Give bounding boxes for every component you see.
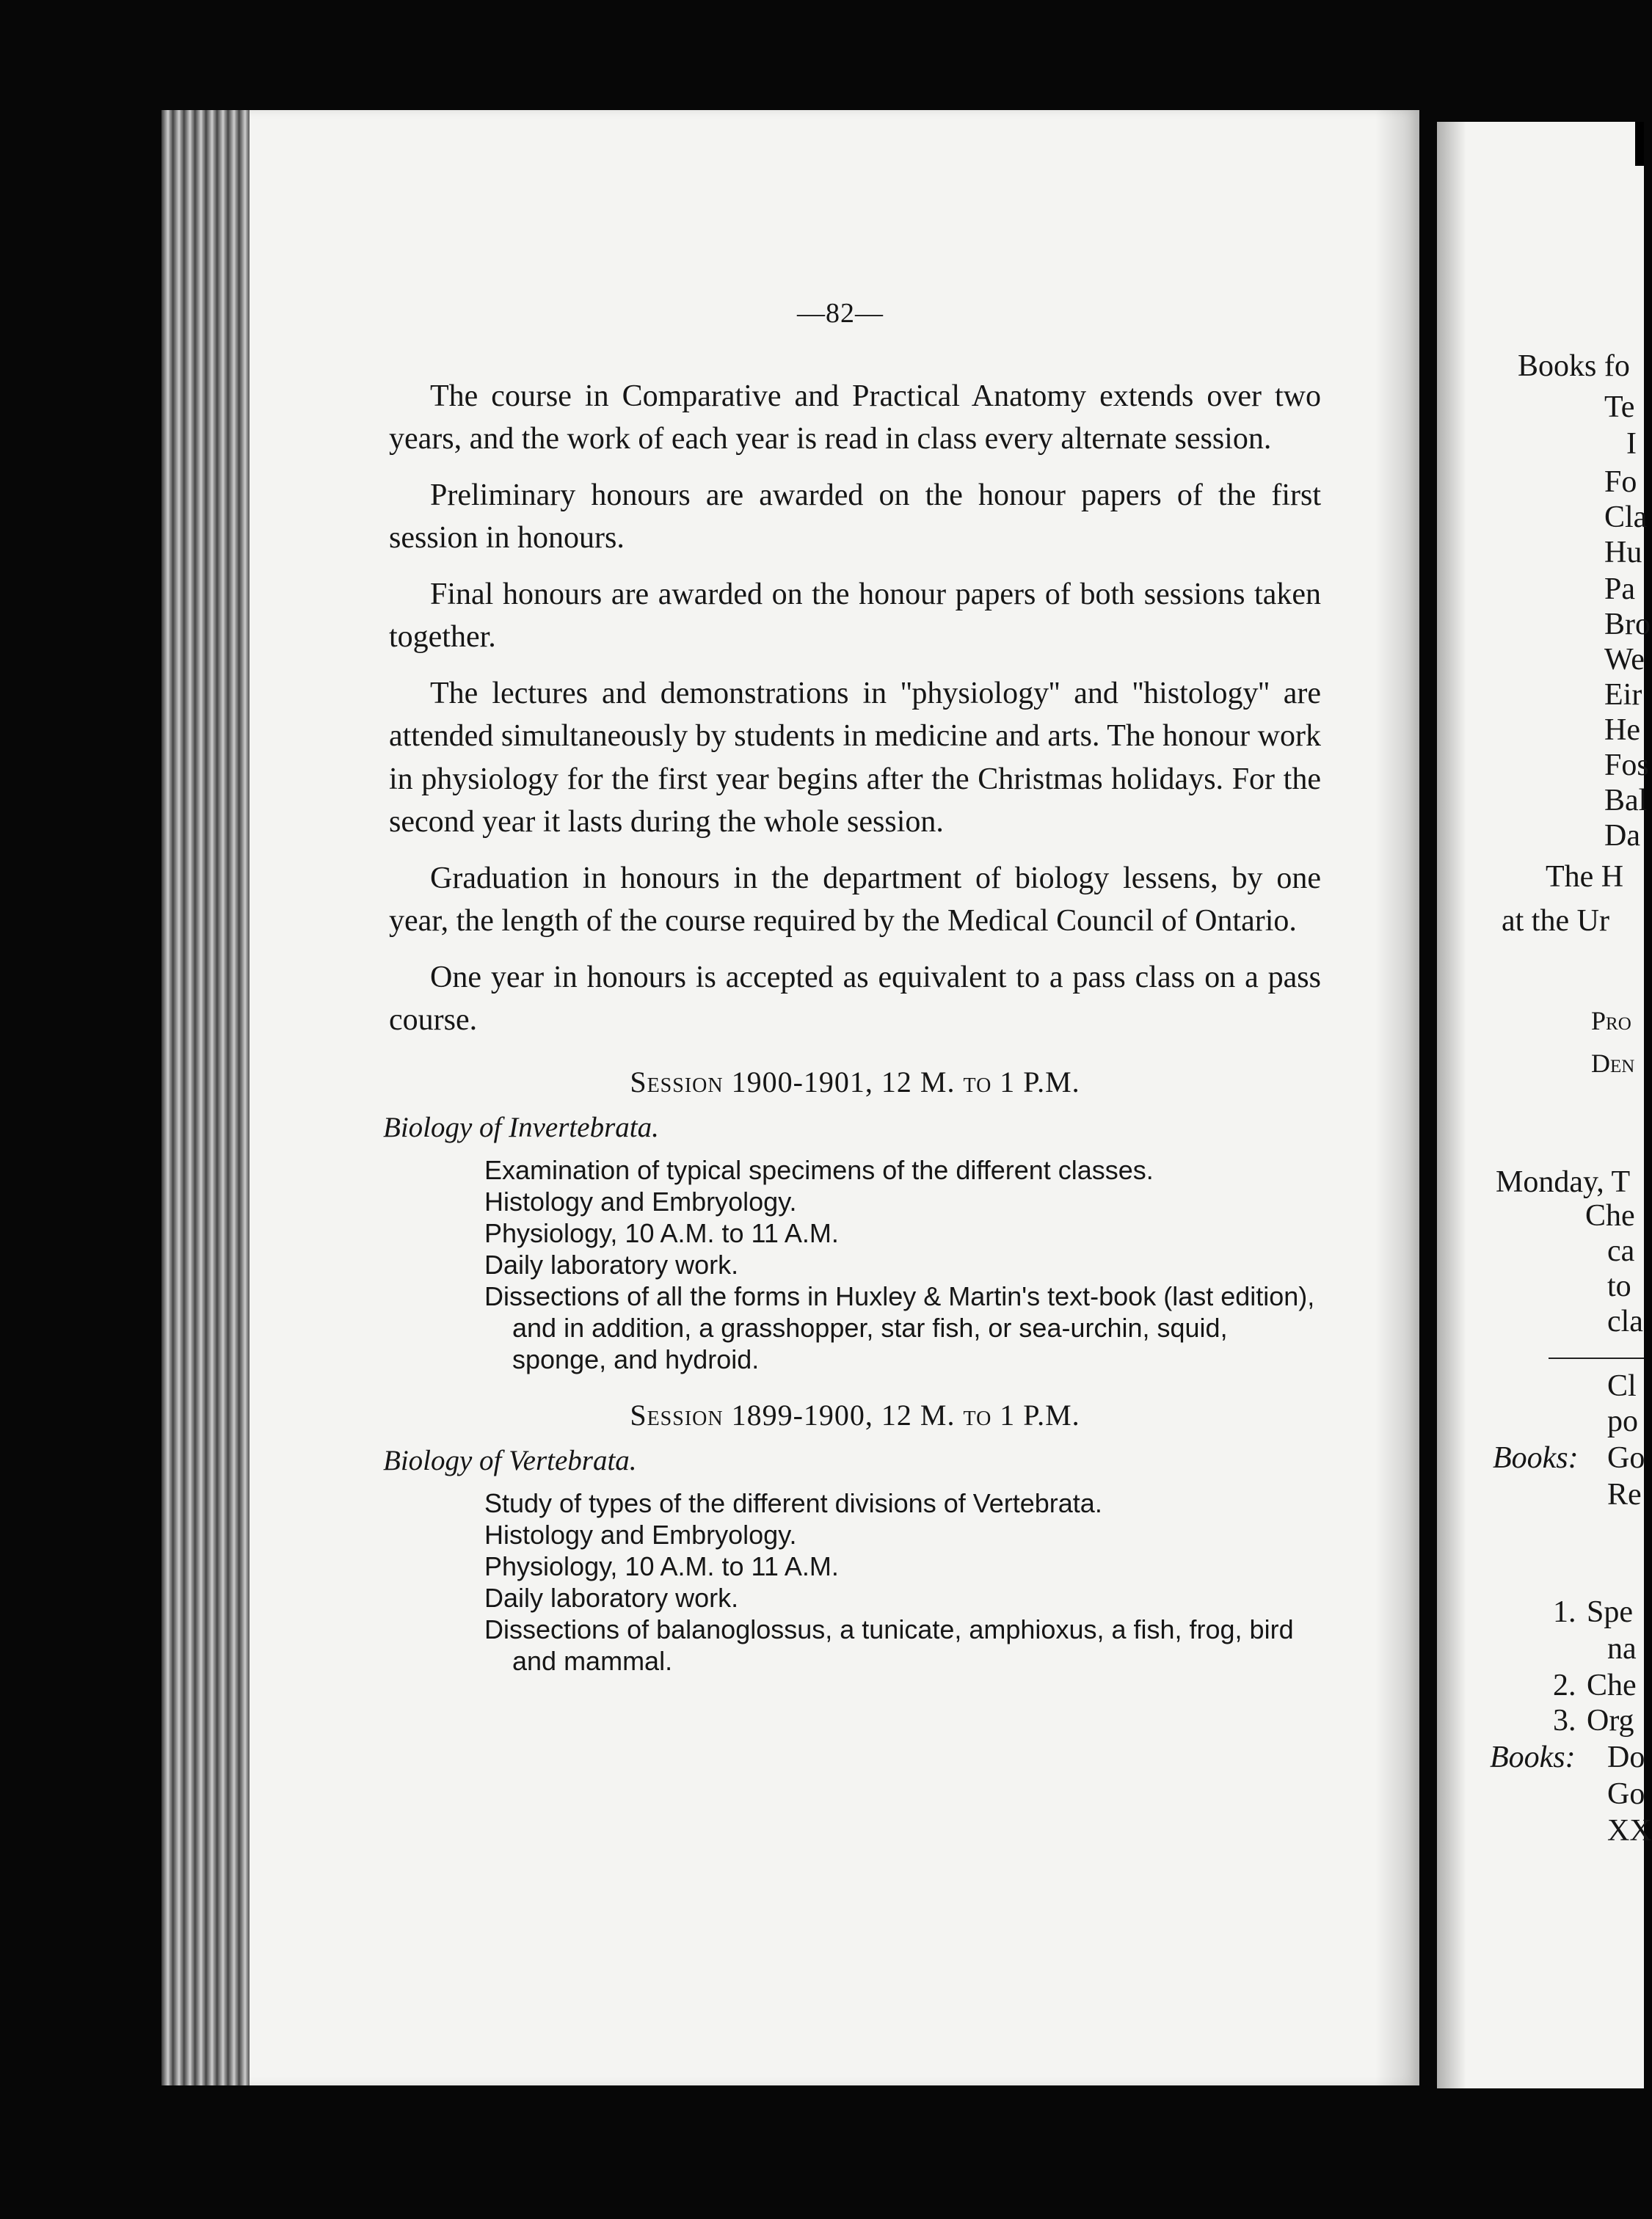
course-item: Daily laboratory work. [484,1582,739,1613]
right-page-line: Go [1607,1441,1645,1475]
divider-rule [1549,1358,1644,1359]
right-page-line: na [1607,1632,1637,1666]
course-item: Dissections of all the forms in Huxley & Martin's text-book (last edition), and in addition, a grasshopper, star fish, or sea-urchin, squid, sponge, and hydroid. [484,1280,1315,1374]
right-page-line: 3. [1553,1704,1576,1738]
right-page-line: Te [1604,390,1635,424]
paragraph: One year in honours is accepted as equivalent to a pass class on a pass course. [389,960,1321,1037]
right-page-line: Do [1607,1741,1645,1774]
right-page-line: Eir [1604,678,1642,712]
right-page-line: Go [1607,1777,1645,1811]
paragraph: The lectures and demonstrations in ''physiology'' and ''histology'' are attended simultaneously by students in medicine and arts. The honour work in physiology for the first year begins after the Christmas holidays. For the second year it lasts during the whole session. [389,676,1321,839]
right-page-line: 1. [1553,1595,1576,1629]
right-page-line: XX [1607,1814,1652,1848]
right-page-line: Pro [1591,1006,1631,1035]
right-page-line: to [1607,1269,1631,1303]
right-page-line: Fos [1604,748,1649,782]
course-item: Physiology, 10 A.M. to 11 A.M. [484,1551,839,1581]
course-item: Physiology, 10 A.M. to 11 A.M. [484,1217,839,1248]
right-page-line: Books: [1490,1741,1576,1774]
subject-title: Biology of Invertebrata. [383,1112,659,1143]
subject-title: Biology of Vertebrata. [383,1445,637,1476]
right-page-line: We [1604,643,1645,677]
right-page-line: Bal [1604,784,1648,817]
paragraph: Final honours are awarded on the honour papers of both sessions taken together. [389,577,1321,654]
session-heading: Session 1899-1900, 12 M. to 1 P.M. [630,1398,1080,1432]
right-page-line: Monday, T [1496,1165,1631,1199]
right-page-line: He [1604,713,1640,747]
page-number: —82— [797,298,884,329]
right-page-gutter-shadow [1437,122,1466,2088]
session-heading: Session 1900-1901, 12 M. to 1 P.M. [630,1065,1080,1098]
page-gutter-shadow [1375,110,1419,2085]
course-item: Histology and Embryology. [484,1519,797,1550]
right-page-line: Da [1604,819,1640,853]
course-item-list [389,1487,1321,1677]
right-page-line: ca [1607,1234,1635,1268]
course-item: Histology and Embryology. [484,1186,797,1217]
right-page-line: Cl [1607,1369,1637,1403]
right-page [1437,122,1652,2088]
page-content [383,292,1321,1687]
right-page-line: po [1607,1404,1638,1438]
right-page-line: Bro [1604,608,1651,641]
right-page-line: Hu [1604,536,1642,569]
course-item: Study of types of the different divisions of Vertebrata. [484,1487,1102,1518]
right-page-line: Pa [1604,572,1635,606]
right-page-line: Org [1587,1704,1634,1738]
right-page-line: Spe [1587,1595,1633,1629]
right-page-line: Re [1607,1478,1642,1512]
right-page-line: 2. [1553,1669,1576,1702]
scan-edge [1635,122,1644,166]
right-page-line: at the Ur [1502,904,1609,938]
course-item: Daily laboratory work. [484,1249,739,1280]
right-page-line: Che [1585,1199,1635,1233]
course-item: Examination of typical specimens of the different classes. [484,1154,1154,1185]
right-page-line: The H [1546,860,1624,894]
right-page-line: Fo [1604,465,1637,499]
paragraph: The course in Comparative and Practical Anatomy extends over two years, and the work of each year is read in class every alternate session. [389,379,1321,456]
right-page-line: Books: [1493,1441,1579,1475]
course-item: Dissections of balanoglossus, a tunicate, amphioxus, a fish, frog, bird and mammal. [484,1614,1294,1676]
right-page-line: cla [1607,1305,1643,1338]
paragraph: Graduation in honours in the department of biology lessens, by one year, the length of the course required by the Medical Council of Ontario. [389,861,1321,938]
page-stack-edge [161,110,250,2085]
paragraph: Preliminary honours are awarded on the honour papers of the first session in honours. [389,478,1321,555]
right-page-line: Den [1591,1049,1635,1078]
right-page-line: Cla [1604,500,1648,534]
course-item-list [389,1154,1321,1375]
right-page-line: Books fo [1518,349,1630,383]
right-page-line: Che [1587,1669,1637,1702]
right-page-line: I [1626,427,1637,461]
